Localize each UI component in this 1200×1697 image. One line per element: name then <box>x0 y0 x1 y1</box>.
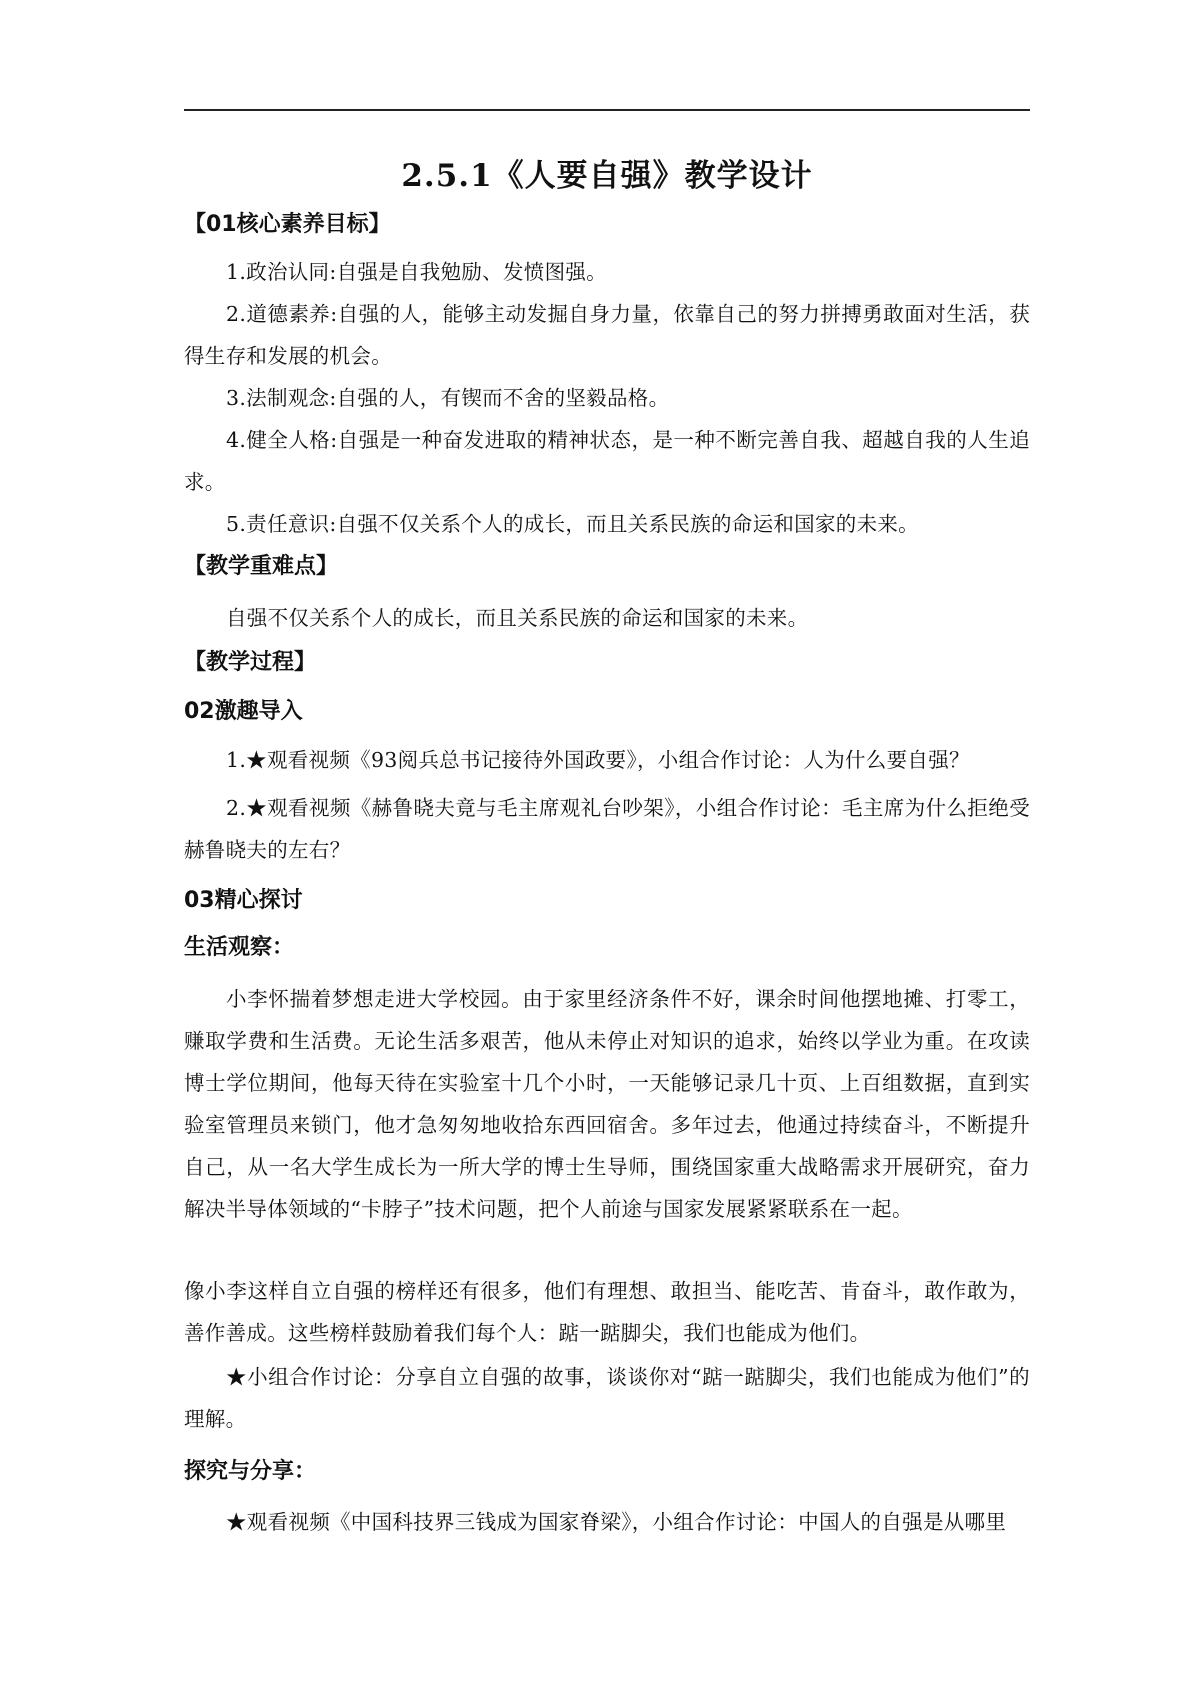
document-title: 2.5.1《人要自强》教学设计 <box>401 158 813 194</box>
life-observation-heading: 生活观察： <box>184 935 295 960</box>
goal-item-1: 1.政治认同:自强是自我勉励、发愤图强。 <box>226 260 607 284</box>
goal-item-3: 3.法制观念:自强的人，有锲而不舍的坚毅品格。 <box>226 386 670 410</box>
explore-heading: 03精心探讨 <box>184 888 303 913</box>
discussion-paragraph: ★小组合作讨论：分享自立自强的故事，谈谈你对“踮一踮脚尖，我们也能成为他们”的理解。 <box>184 1365 1030 1431</box>
goal-item-4: 4.健全人格:自强是一种奋发进取的精神状态，是一种不断完善自我、超越自我的人生追求。 <box>184 428 1030 494</box>
intro-item-2: 2.★观看视频《赫鲁晓夫竟与毛主席观礼台吵架》，小组合作讨论：毛主席为什么拒绝受赫鲁晓夫的左右？ <box>184 796 1030 862</box>
explore-share-heading: 探究与分享： <box>184 1459 317 1484</box>
goal-item-5: 5.责任意识:自强不仅关系个人的成长，而且关系民族的命运和国家的未来。 <box>226 512 919 536</box>
share-paragraph: ★观看视频《中国科技界三钱成为国家脊梁》，小组合作讨论：中国人的自强是从哪里 <box>226 1510 1007 1534</box>
goals-heading: 【01核心素养目标】 <box>184 212 391 237</box>
process-heading: 【教学过程】 <box>184 650 317 675</box>
goal-item-2: 2.道德素养:自强的人，能够主动发掘自身力量，依靠自己的努力拼搏勇敢面对生活，获得生存和发展的机会。 <box>184 302 1030 368</box>
key-points-heading: 【教学重难点】 <box>184 554 339 579</box>
intro-heading: 02激趣导入 <box>184 699 303 724</box>
key-points-text: 自强不仅关系个人的成长，而且关系民族的命运和国家的未来。 <box>226 606 809 630</box>
intro-item-1: 1.★观看视频《93阅兵总书记接待外国政要》，小组合作讨论：人为什么要自强？ <box>226 748 970 772</box>
role-models-paragraph: 像小李这样自立自强的榜样还有很多，他们有理想、敢担当、能吃苦、肯奋斗，敢作敢为，善作善成。这些榜样鼓励着我们每个人：踮一踮脚尖，我们也能成为他们。 <box>184 1279 1030 1345</box>
header-rule <box>184 109 1030 111</box>
story-paragraph: 小李怀揣着梦想走进大学校园。由于家里经济条件不好，课余时间他摆地摊、打零工，赚取学费和生活费。无论生活多艰苦，他从未停止对知识的追求，始终以学业为重。在攻读博士学位期间，他每天待在实验室十几个小时，一天能够记录几十页、上百组数据，直到实验室管理员来锁门，他才急匆匆地收拾东西回宿舍。多年过去，他通过持续奋斗，不断提升自己，从一名大学生成长为一所大学的博士生导师，围绕国家重大战略需求开展研究，奋力解决半导体领域的“卡脖子”技术问题，把个人前途与国家发展紧紧联系在一起。 <box>184 987 1030 1221</box>
